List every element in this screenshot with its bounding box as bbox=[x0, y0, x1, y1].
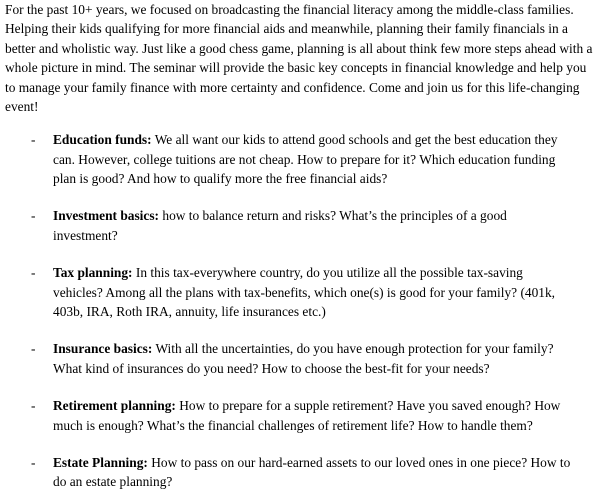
bullet-dash: - bbox=[31, 208, 36, 224]
list-item bbox=[0, 453, 573, 492]
topic-text: In this tax-everywhere country, do you utilize all the possible tax-saving vehicles? Among all the plans with tax-benefits, which one(s) is good for your family? (401k, 403b, IRA, Roth IRA, annuity, life insurances etc.) bbox=[53, 264, 556, 320]
list-item bbox=[0, 339, 573, 378]
topic-text: How to prepare for a supple retirement? Have you saved enough? How much is enough? What’s the financial challenges of retirement life? How to handle them? bbox=[53, 397, 561, 433]
topic-list bbox=[0, 130, 602, 492]
list-item bbox=[0, 130, 573, 189]
topic-title: Insurance basics: bbox=[53, 341, 153, 357]
list-item bbox=[0, 263, 573, 322]
topic-title: Estate Planning: bbox=[53, 454, 148, 470]
topic-text: With all the uncertainties, do you have enough protection for your family? What kind of insurances do you need? How to choose the best-fit for your needs? bbox=[53, 341, 554, 376]
bullet-dash: - bbox=[31, 397, 36, 413]
list-item bbox=[0, 206, 573, 245]
intro-paragraph: For the past 10+ years, we focused on broadcasting the financial literacy among the middle-class families. Helping their kids qualifying for more financial aids and meanwhile, planning their family financials in a better and wholistic way. Just like a good chess game, planning is all about think few more steps ahead with a whole picture in mind. The seminar will provide the basic key concepts in financial knowledge and help you to manage your family finance with more certainty and confidence. Come and join us for this life-changing event! bbox=[5, 2, 593, 115]
topic-title: Tax planning: bbox=[53, 264, 133, 280]
bullet-dash: - bbox=[31, 341, 36, 357]
topic-text: How to pass on our hard-earned assets to our loved ones in one piece? How to do an estate planning? bbox=[53, 454, 571, 490]
topic-title: Investment basics: bbox=[53, 208, 160, 224]
topic-text: how to balance return and risks? What’s the principles of a good investment? bbox=[53, 208, 507, 243]
bullet-dash: - bbox=[31, 132, 36, 147]
topic-title: Education funds: bbox=[53, 132, 152, 147]
topic-title: Retirement planning: bbox=[53, 397, 176, 413]
bullet-dash: - bbox=[31, 454, 36, 470]
bullet-dash: - bbox=[31, 264, 36, 280]
topic-text: We all want our kids to attend good schools and get the best education they can. However, college tuitions are not cheap. How to prepare for it? Which education funding plan is good? And how to qualify more the free financial aids? bbox=[53, 132, 558, 187]
list-item bbox=[0, 396, 573, 435]
